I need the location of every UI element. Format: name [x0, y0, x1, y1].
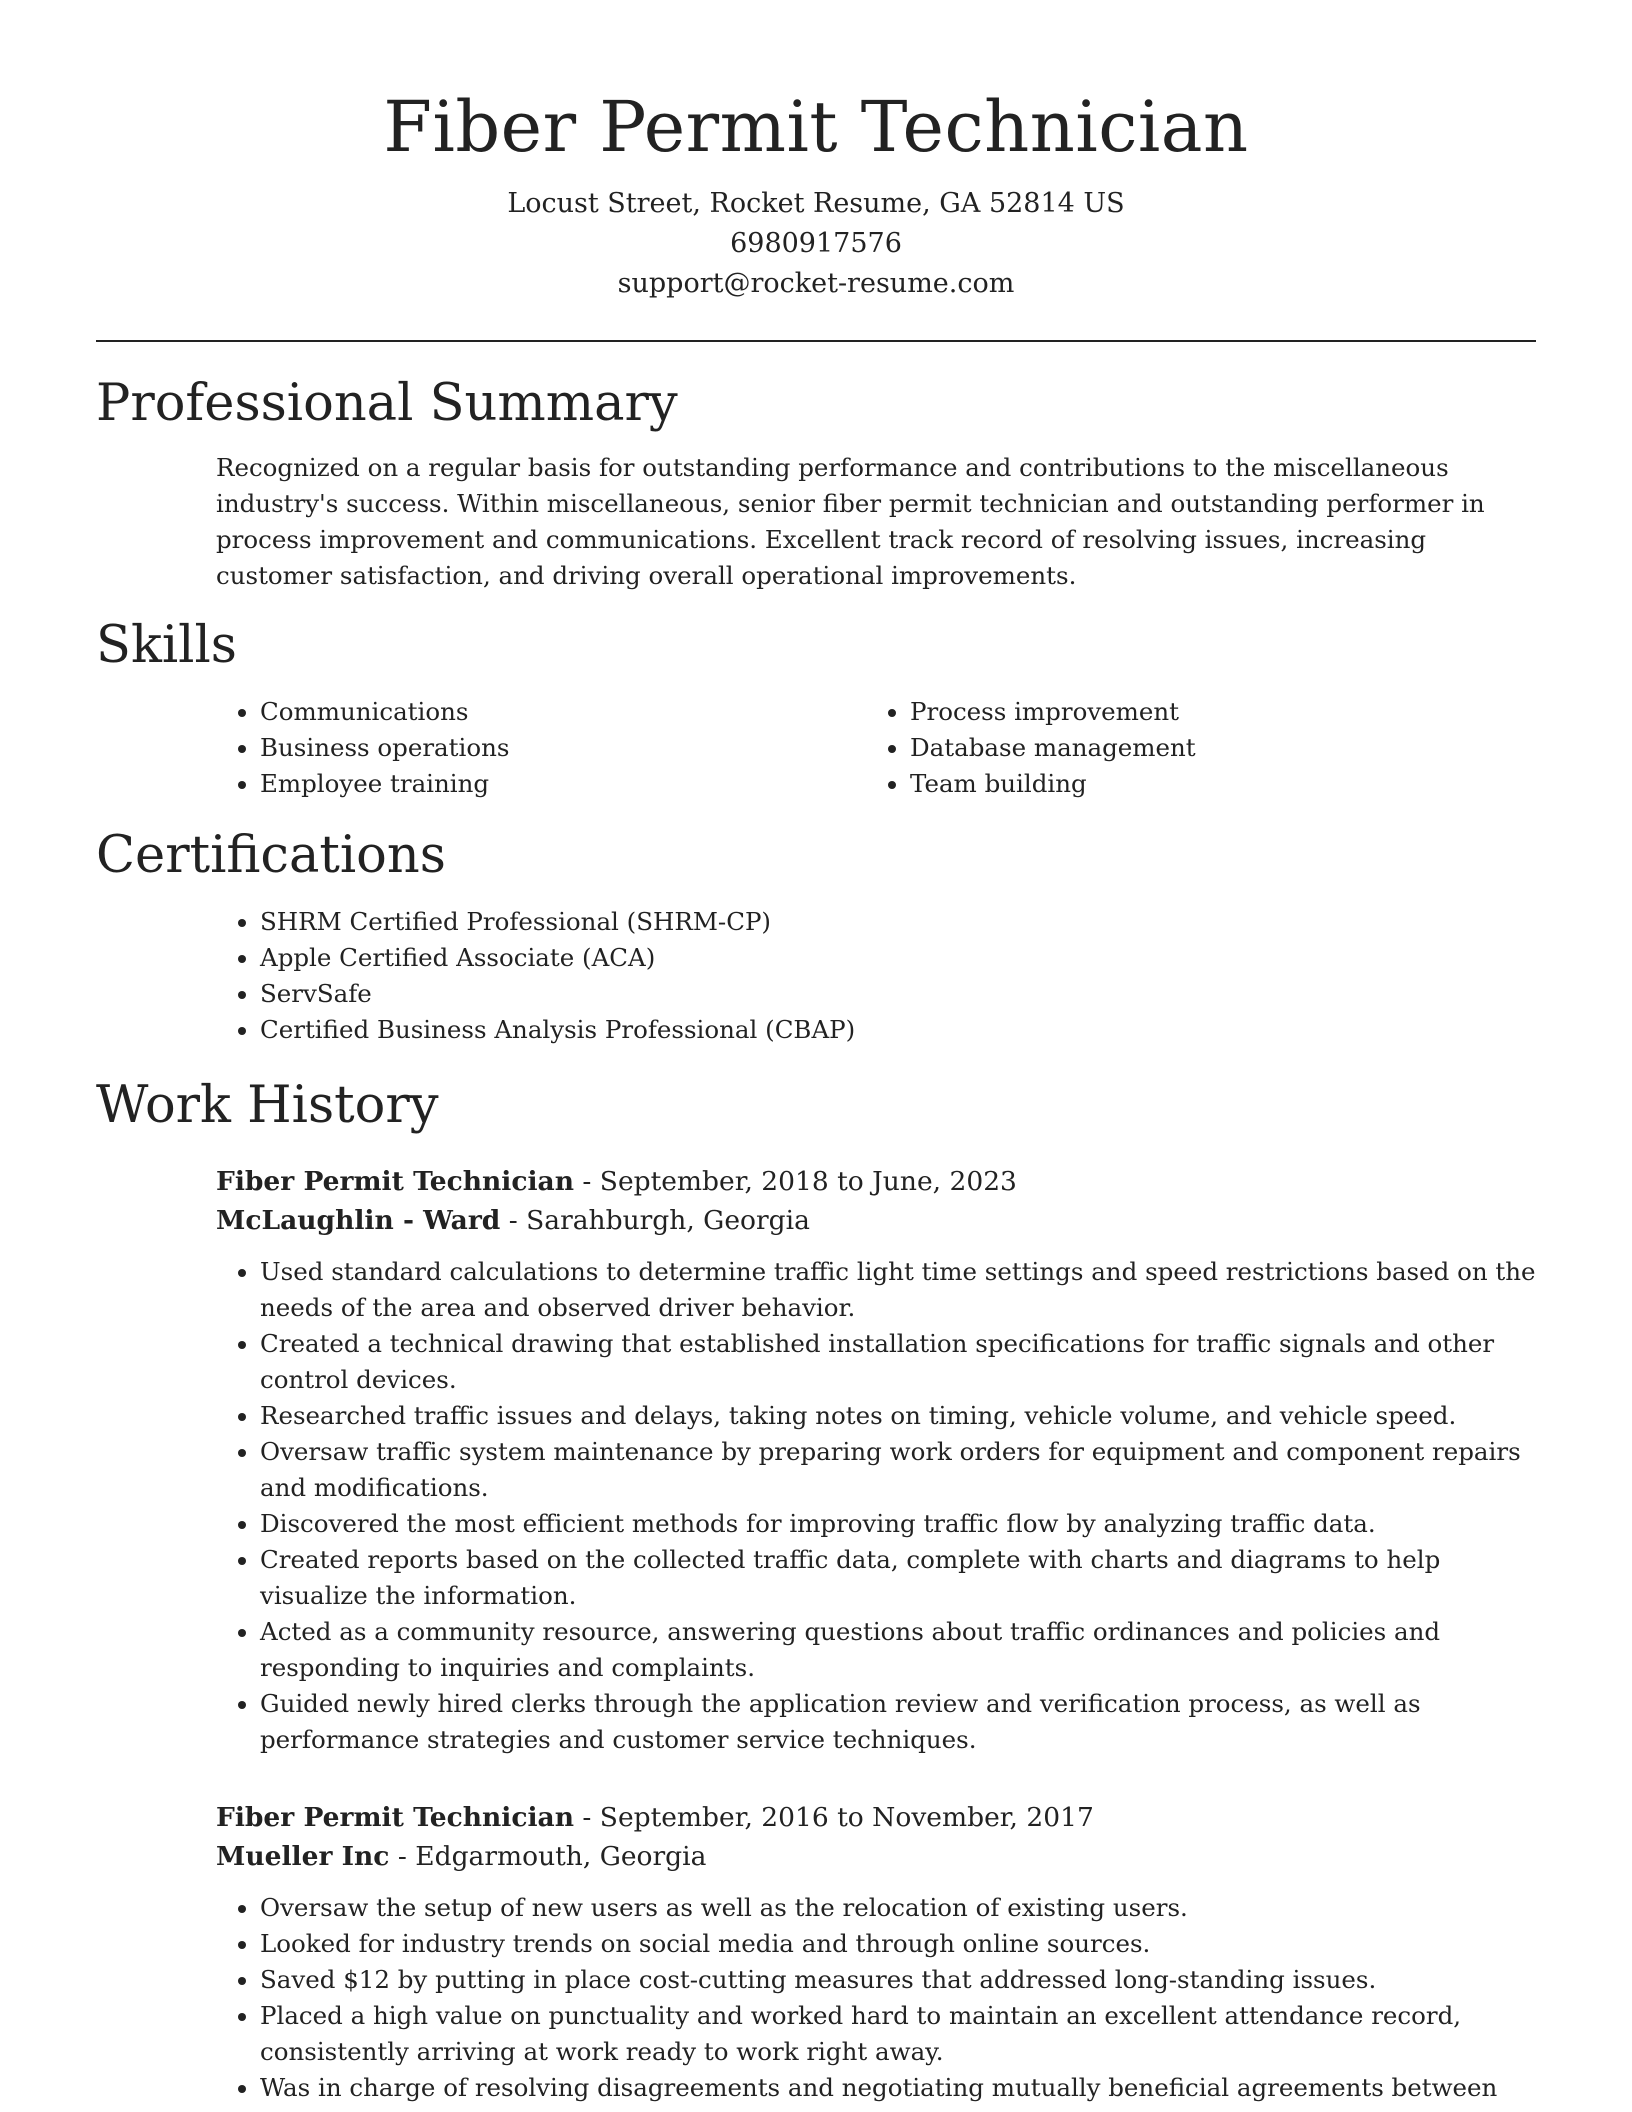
job-bullet: • Guided newly hired clerks through the application review and verification process, as well as performance strategies and customer service techniques.	[260, 1686, 1536, 1758]
work-history-section	[96, 1074, 1536, 2106]
contact-block	[96, 184, 1536, 304]
job-bullet: • Oversaw the setup of new users as well as the relocation of existing users.	[260, 1890, 1536, 1926]
skill-item: • Employee training	[260, 766, 866, 802]
job-title-line	[216, 1162, 1536, 1201]
job-bullet: • Placed a high value on punctuality and worked hard to maintain an excellent attendance record, consistently arriving at work ready to work right away.	[260, 1998, 1536, 2070]
skills-heading: Skills	[96, 616, 237, 675]
job-title: Fiber Permit Technician	[216, 1166, 574, 1197]
skills-list-right	[866, 694, 1516, 802]
job-bullets	[216, 1254, 1536, 1758]
job-bullet: • Oversaw traffic system maintenance by preparing work orders for equipment and component repairs and modifications.	[260, 1434, 1536, 1506]
job-bullet: • Discovered the most efficient methods for improving traffic flow by analyzing traffic data.	[260, 1506, 1536, 1542]
job-title-line	[216, 1798, 1536, 1837]
job-bullet: • Researched traffic issues and delays, taking notes on timing, vehicle volume, and vehicle speed.	[260, 1398, 1536, 1434]
skills-list-left	[216, 694, 866, 802]
job-company-line	[216, 1837, 1536, 1876]
job-company: Mueller Inc	[216, 1841, 390, 1872]
summary-text: Recognized on a regular basis for outstanding performance and contributions to the miscellaneous industry's success. Within miscellaneous, senior fiber permit technician and outstanding performer in process improvement and communications. Excellent track record of resolving issues, increasing customer satisfaction, and driving overall operational improvements.	[216, 453, 1485, 590]
skill-item: • Team building	[910, 766, 1516, 802]
skill-item: • Database management	[910, 730, 1516, 766]
job-title: Fiber Permit Technician	[216, 1802, 574, 1833]
job-dates: - September, 2016 to November, 2017	[573, 1802, 1094, 1833]
job-location: - Edgarmouth, Georgia	[389, 1841, 707, 1872]
skills-grid	[216, 694, 1536, 802]
job-bullet: • Created a technical drawing that established installation specifications for traffic signals and other control devices.	[260, 1326, 1536, 1398]
summary-heading: Professional Summary	[96, 374, 678, 433]
job-bullet: • Looked for industry trends on social media and through online sources.	[260, 1926, 1536, 1962]
skill-item: • Business operations	[260, 730, 866, 766]
phone: 6980917576	[730, 228, 902, 259]
job-bullet: • Saved $12 by putting in place cost-cutting measures that addressed long-standing issues.	[260, 1962, 1536, 1998]
summary-section	[96, 372, 1536, 594]
certifications-section	[96, 824, 1536, 1048]
certifications-heading: Certifications	[96, 826, 446, 885]
certification-item: • Certified Business Analysis Professional (CBAP)	[260, 1012, 1536, 1048]
skill-item: • Communications	[260, 694, 866, 730]
job-bullets	[216, 1890, 1536, 2106]
header-divider	[96, 340, 1536, 342]
job-entry	[216, 1798, 1536, 2106]
job-bullet: • Was in charge of resolving disagreements and negotiating mutually beneficial agreements between	[260, 2070, 1536, 2106]
job-bullet: • Acted as a community resource, answering questions about traffic ordinances and policies and responding to inquiries and complaints.	[260, 1614, 1536, 1686]
resume-header	[96, 0, 1536, 304]
job-bullet: • Created reports based on the collected traffic data, complete with charts and diagrams to help visualize the information.	[260, 1542, 1536, 1614]
job-company-line	[216, 1201, 1536, 1240]
certification-item: • ServSafe	[260, 976, 1536, 1012]
address: Locust Street, Rocket Resume, GA 52814 US	[507, 188, 1125, 219]
job-company: McLaughlin - Ward	[216, 1205, 501, 1236]
job-entry	[216, 1162, 1536, 1758]
job-location: - Sarahburgh, Georgia	[500, 1205, 810, 1236]
certification-item: • Apple Certified Associate (ACA)	[260, 940, 1536, 976]
skills-section	[96, 614, 1536, 802]
candidate-name: Fiber Permit Technician	[383, 86, 1249, 168]
email: support@rocket-resume.com	[617, 268, 1015, 299]
work-history-heading: Work History	[96, 1076, 439, 1135]
job-bullet: • Used standard calculations to determine traffic light time settings and speed restrictions based on the needs of the area and observed driver behavior.	[260, 1254, 1536, 1326]
certification-item: • SHRM Certified Professional (SHRM-CP)	[260, 904, 1536, 940]
skill-item: • Process improvement	[910, 694, 1516, 730]
job-dates: - September, 2018 to June, 2023	[573, 1166, 1017, 1197]
certifications-list	[216, 904, 1536, 1048]
